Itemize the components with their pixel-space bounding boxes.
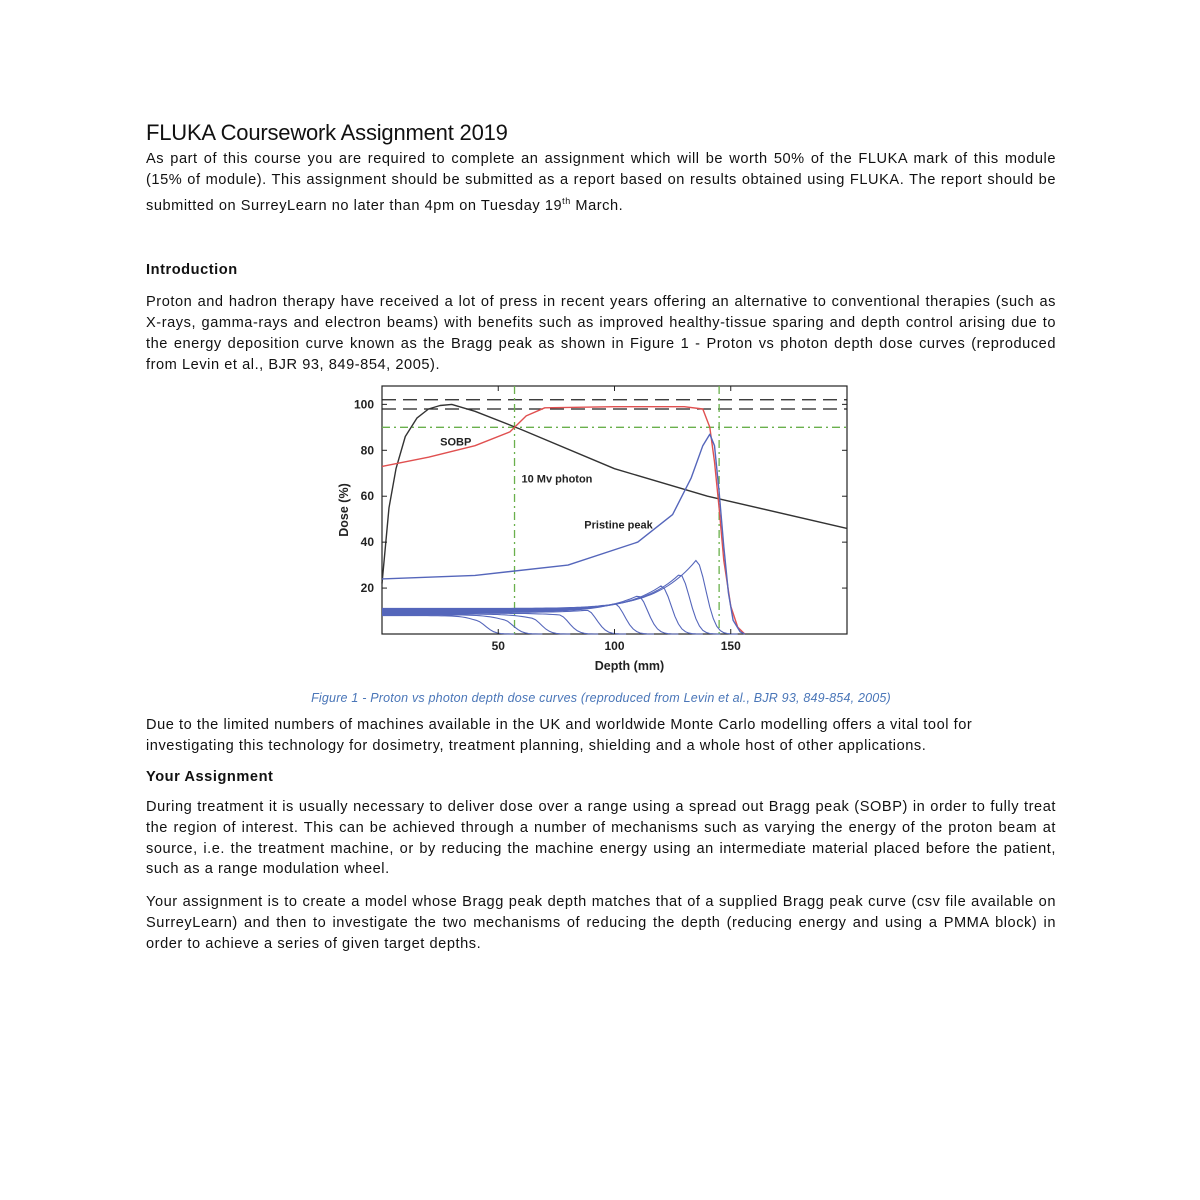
figure-caption: Figure 1 - Proton vs photon depth dose curves (reproduced from Levin et al., BJR 93, 849-854, 2005) <box>311 691 891 706</box>
plot-frame <box>382 386 847 634</box>
assignment-paragraph-1: During treatment it is usually necessary to deliver dose over a range using a spread out Bragg peak (SOBP) in order to fully treat the region of interest. This can be achieved through a number of mechanisms such as varying the energy of the proton beam at source, i.e. the treatment machine, or by reducing the machine energy using an intermediate material placed before the patient, such as a range modulation wheel. <box>146 799 1056 878</box>
modulated-peak-curve <box>382 614 570 634</box>
chart-annotation: SOBP <box>440 437 472 450</box>
modulated-peak-curve <box>382 616 515 634</box>
y-tick-label: 80 <box>360 443 374 458</box>
x-tick-label: 100 <box>604 639 625 654</box>
x-tick-label: 150 <box>720 639 741 654</box>
figure-1 <box>326 381 871 681</box>
x-axis-label: Depth (mm) <box>594 659 665 674</box>
y-axis-label: Dose (%) <box>337 483 351 538</box>
y-tick-label: 20 <box>360 581 374 596</box>
y-tick-label: 100 <box>353 397 374 412</box>
introduction-paragraph: Proton and hadron therapy have received a lot of press in recent years offering an alternative to conventional therapies (such as X-rays, gamma-rays and electron beams) with benefits such as improved healthy-tissue sparing and depth control arising due to the energy deposition curve known as the Bragg peak as shown in Figure 1 - Proton vs photon depth dose curves (reproduced from Levin et al., BJR 93, 849-854, 2005). <box>146 294 1056 373</box>
assignment-paragraph-2: Your assignment is to create a model whose Bragg peak depth matches that of a supplied Bragg peak curve (csv file available on SurreyLearn) and then to investigate the two mechanisms of reducing the depth (reducing energy and using a PMMA block) in order to achieve a series of given target depths. <box>146 894 1056 952</box>
lead-superscript: th <box>562 195 571 206</box>
document-page <box>146 118 1056 955</box>
series-line-pristine-peak <box>382 435 745 635</box>
chart-annotation: 10 Mv photon <box>521 473 593 486</box>
modulated-peak-curve <box>382 561 738 635</box>
chart-annotation: Pristine peak <box>584 519 653 532</box>
lead-paragraph <box>146 149 1056 216</box>
y-tick-label: 40 <box>360 535 374 550</box>
introduction-heading: Introduction <box>146 262 238 279</box>
lead-text: As part of this course you are required to complete an assignment which will be worth 50% of the FLUKA mark of this module (15% of module). This assignment should be submitted as a report based on results obtained using FLUKA. The report should be submitted on SurreyLearn no later than 4pm on Tuesday 19 <box>146 151 1056 214</box>
series-line-10-mv-photon <box>382 405 847 584</box>
assignment-heading: Your Assignment <box>146 769 274 786</box>
lead-tail: March. <box>570 197 624 214</box>
modulated-peak-curve <box>382 615 542 634</box>
x-tick-label: 50 <box>491 639 505 654</box>
depth-dose-chart <box>326 381 871 681</box>
monte-carlo-paragraph: Due to the limited numbers of machines available in the UK and worldwide Monte Carlo modelling offers a vital tool for investigating this technology for dosimetry, treatment planning, shielding and a whole host of other applications. <box>146 717 973 755</box>
document-title: FLUKA Coursework Assignment 2019 <box>146 120 508 145</box>
y-tick-label: 60 <box>360 489 374 504</box>
